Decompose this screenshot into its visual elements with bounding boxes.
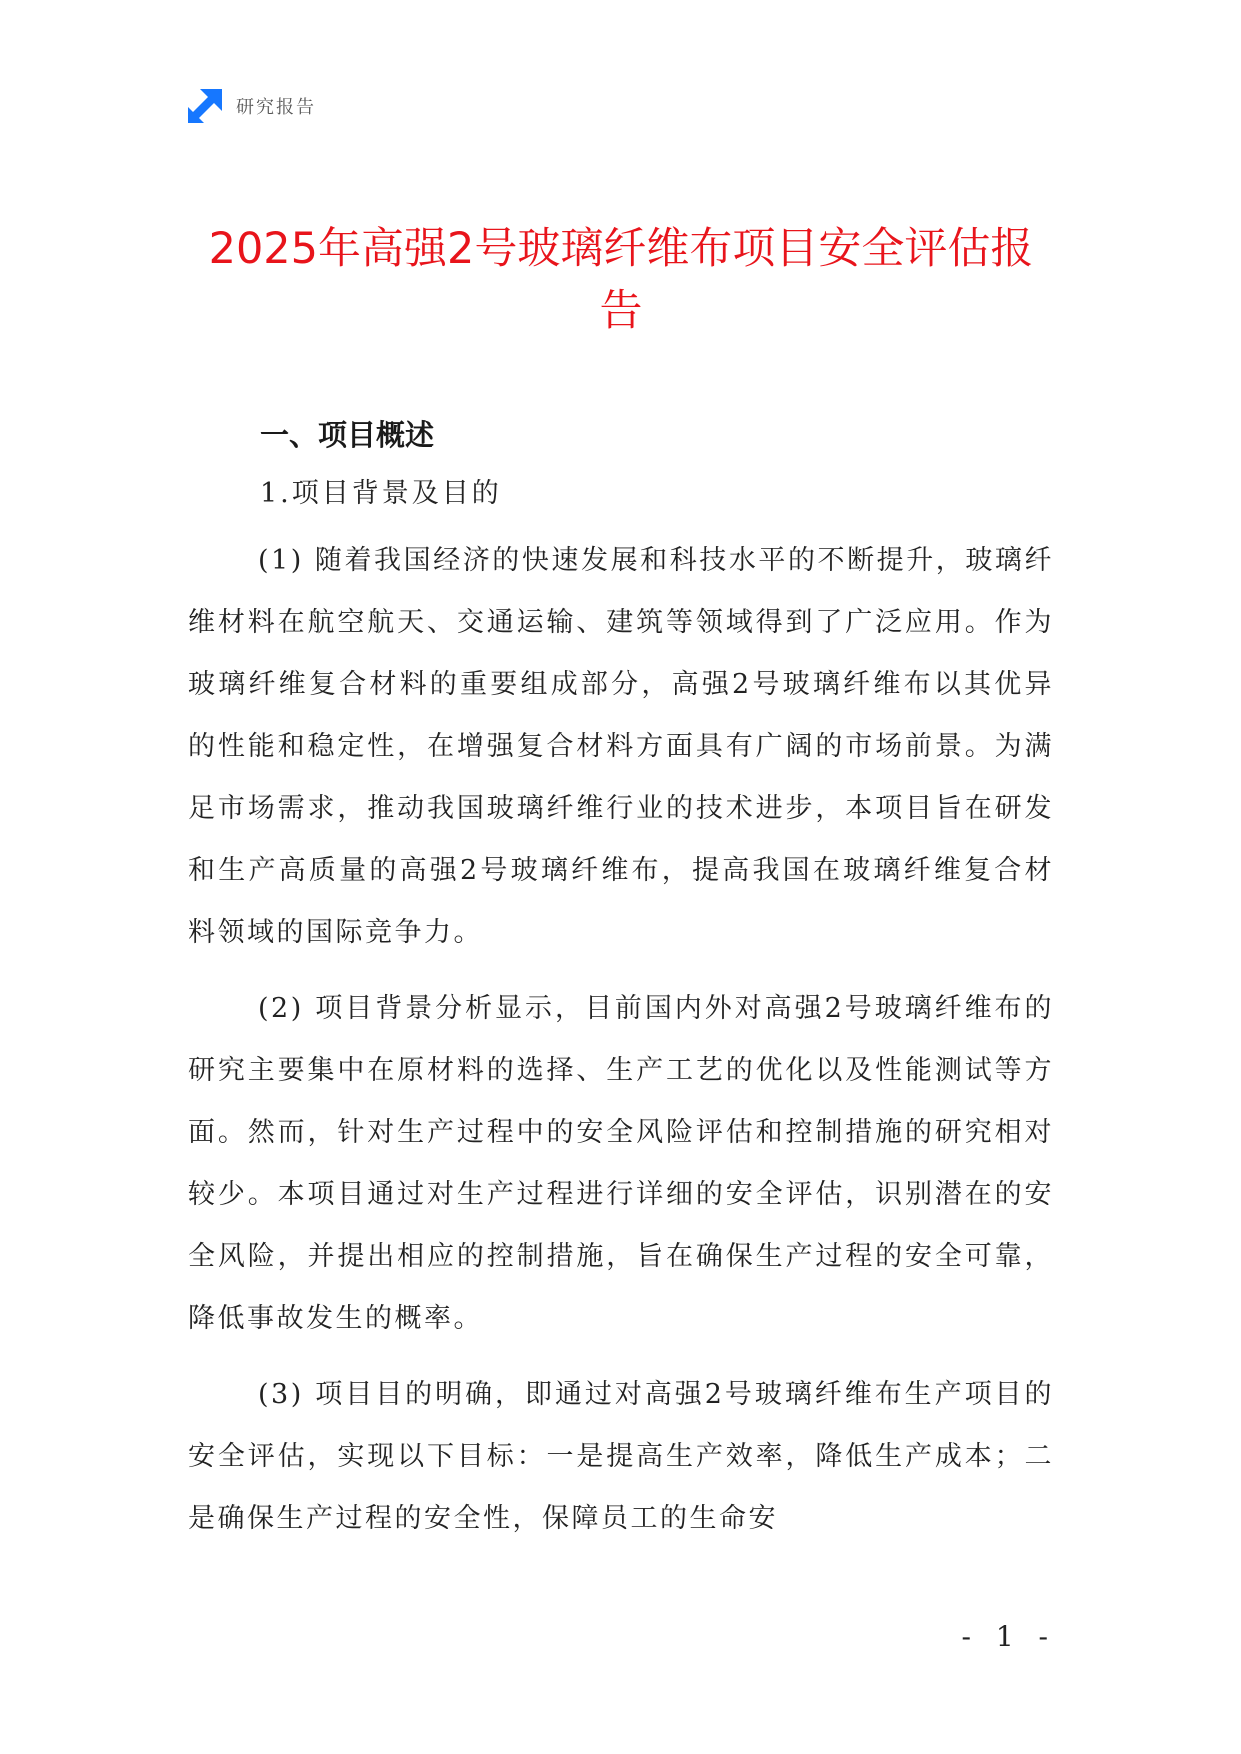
- document-body: [188, 414, 1054, 1550]
- document-title: 2025年高强2号玻璃纤维布项目安全评估报告: [208, 224, 1034, 336]
- page-header: [188, 89, 316, 123]
- arrow-up-right-icon: [188, 89, 222, 123]
- header-label: 研究报告: [236, 97, 316, 118]
- paragraph-1: (1) 随着我国经济的快速发展和科技水平的不断提升，玻璃纤维材料在航空航天、交通运输、建筑等领域得到了广泛应用。作为玻璃纤维复合材料的重要组成部分，高强2号玻璃纤维布以其优异的性能和稳定性，在增强复合材料方面具有广阔的市场前景。为满足市场需求，推动我国玻璃纤维行业的技术进步，本项目旨在研发和生产高质量的高强2号玻璃纤维布，提高我国在玻璃纤维复合材料领域的国际竞争力。: [188, 545, 1054, 948]
- paragraph-2: (2) 项目背景分析显示，目前国内外对高强2号玻璃纤维布的研究主要集中在原材料的选择、生产工艺的优化以及性能测试等方面。然而，针对生产过程中的安全风险评估和控制措施的研究相对较少。本项目通过对生产过程进行详细的安全评估，识别潜在的安全风险，并提出相应的控制措施，旨在确保生产过程的安全可靠，降低事故发生的概率。: [188, 993, 1054, 1334]
- paragraph-3: (3) 项目目的明确，即通过对高强2号玻璃纤维布生产项目的安全评估，实现以下目标：一是提高生产效率，降低生产成本；二是确保生产过程的安全性，保障员工的生命安: [188, 1379, 1054, 1534]
- section-heading: 一、项目概述: [260, 418, 435, 452]
- page-number: - 1 -: [961, 1620, 1056, 1653]
- subheading: 1.项目背景及目的: [260, 478, 502, 509]
